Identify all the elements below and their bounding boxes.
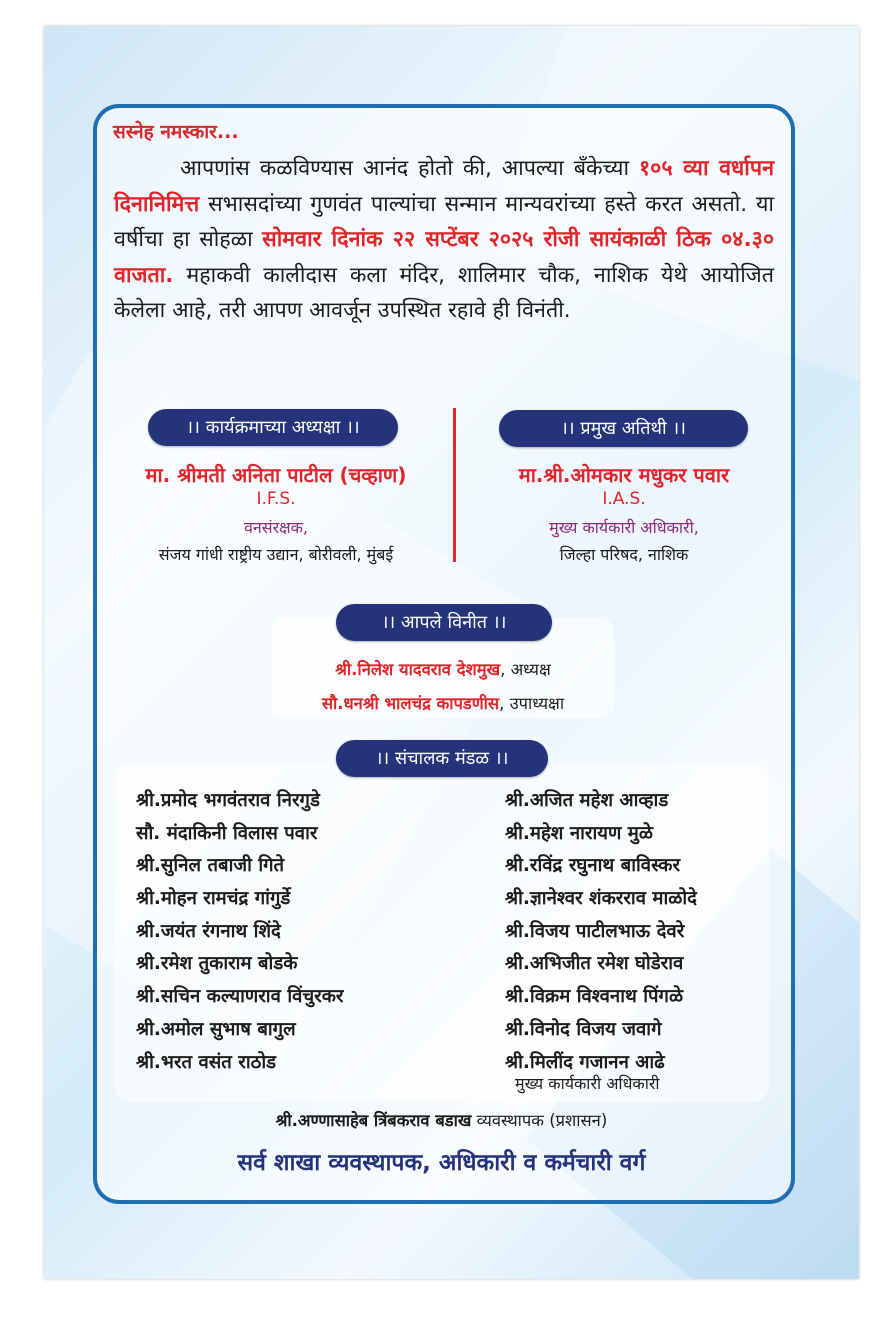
president-place: संजय गांधी राष्ट्रीय उद्यान, बोरीवली, मुंबई [158, 545, 394, 564]
vinit-heading-pill: ।। आपले विनीत ।। [336, 604, 552, 641]
board-member: श्री.महेश नारायण मुळे [505, 822, 653, 844]
board-member: श्री.अभिजीत रमेश घोडेराव [505, 953, 684, 975]
guest-place: जिल्हा परिषद, नाशिक [559, 545, 689, 564]
board-member: श्री.सुनिल तबाजी गिते [136, 855, 285, 877]
section-divider [453, 408, 456, 562]
invitation-paragraph [114, 151, 774, 329]
vinit-president-role: , अध्यक्ष [500, 660, 551, 679]
vinit-line-president [272, 657, 614, 680]
manager-name: श्री.अण्णासाहेब त्रिंबकराव बडाख [275, 1111, 472, 1130]
board-member: श्री.रमेश तुकाराम बोडके [136, 953, 298, 975]
footer-staff-line: सर्व शाखा व्यवस्थापक, अधिकारी व कर्मचारी वर्ग [237, 1150, 646, 1176]
board-member: श्री.प्रमोद भगवंतराव निरगुडे [136, 790, 320, 811]
manager-role: व्यवस्थापक (प्रशासन) [471, 1111, 608, 1130]
board-member: श्री.अजित महेश आव्हाड [505, 790, 669, 811]
president-degree: I.F.S. [256, 489, 296, 509]
board-list-right [505, 786, 697, 1080]
board-member: श्री.अमोल सुभाष बागुल [136, 1018, 296, 1040]
president-role: वनसंरक्षक, [244, 518, 308, 537]
board-member: श्री.सचिन कल्याणराव विंचुरकर [136, 986, 344, 1008]
board-member: श्री.मिलींद गजानन आढे [505, 1051, 665, 1073]
invitation-text-2: सभासदांच्या गुणवंत पाल्यांचा सन्मान मान्यवरांच्या हस्ते करत असतो. या वर्षीचा हा सोहळा [114, 191, 774, 252]
board-member: श्री.विजय पाटीलभाऊ देवरे [505, 920, 685, 942]
president-heading-pill: ।। कार्यक्रमाच्या अध्यक्षा ।। [148, 409, 398, 446]
guest-role: मुख्य कार्यकारी अधिकारी, [549, 518, 699, 537]
board-list-left [136, 786, 343, 1080]
board-member: श्री.मोहन रामचंद्र गांगुर्डे [136, 888, 291, 910]
board-member: श्री.रविंद्र रघुनाथ बाविस्कर [505, 855, 681, 877]
vinit-vice-president-name: सौ.धनश्री भालचंद्र कापडणीस [321, 694, 500, 713]
manager-line [114, 1108, 769, 1131]
invitation-text-1: आपणांस कळविण्यास आनंद होतो की, आपल्या बँकेच्या [180, 156, 639, 181]
board-member: श्री.विक्रम विश्वनाथ पिंगळे [505, 986, 684, 1008]
board-heading-pill: ।। संचालक मंडळ ।। [336, 740, 548, 777]
board-member: श्री.ज्ञानेश्वर शंकरराव माळोदे [505, 888, 697, 910]
invitation-text-3: महाकवी कालीदास कला मंदिर, शालिमार चौक, नाशिक येथे आयोजित केलेला आहे, तरी आपण आवर्जून उपस्थित रहावे ही विनंती. [114, 262, 774, 323]
board-member: श्री.भरत वसंत राठोड [136, 1051, 277, 1073]
greeting: सस्नेह नमस्कार... [113, 121, 239, 143]
board-member: श्री.जयंत रंगनाथ शिंदे [136, 920, 281, 942]
guest-heading-pill: ।। प्रमुख अतिथी ।। [499, 410, 748, 447]
date-time-highlight: सोमवार दिनांक २२ सप्टेंबर २०२५ रोजी सायंकाळी ठिक ०४.३० वाजता. [114, 227, 775, 288]
board-member: श्री.विनोद विजय जवागे [505, 1018, 662, 1040]
guest-degree: I.A.S. [602, 489, 646, 509]
vinit-line-vice-president [272, 691, 614, 714]
board-member: सौ. मंदाकिनी विलास पवार [136, 822, 318, 844]
guest-name: मा.श्री.ओमकार मधुकर पवार [518, 463, 730, 487]
president-name: मा. श्रीमती अनिता पाटील (चव्हाण) [145, 463, 407, 487]
vinit-vice-president-role: , उपाध्यक्षा [499, 694, 565, 713]
vinit-president-name: श्री.निलेश यादवराव देशमुख [335, 660, 501, 679]
anniversary-highlight: १०५ व्या वर्धापन दिनानिमित्त [114, 156, 774, 217]
ceo-designation: मुख्य कार्यकारी अधिकारी [515, 1074, 660, 1093]
